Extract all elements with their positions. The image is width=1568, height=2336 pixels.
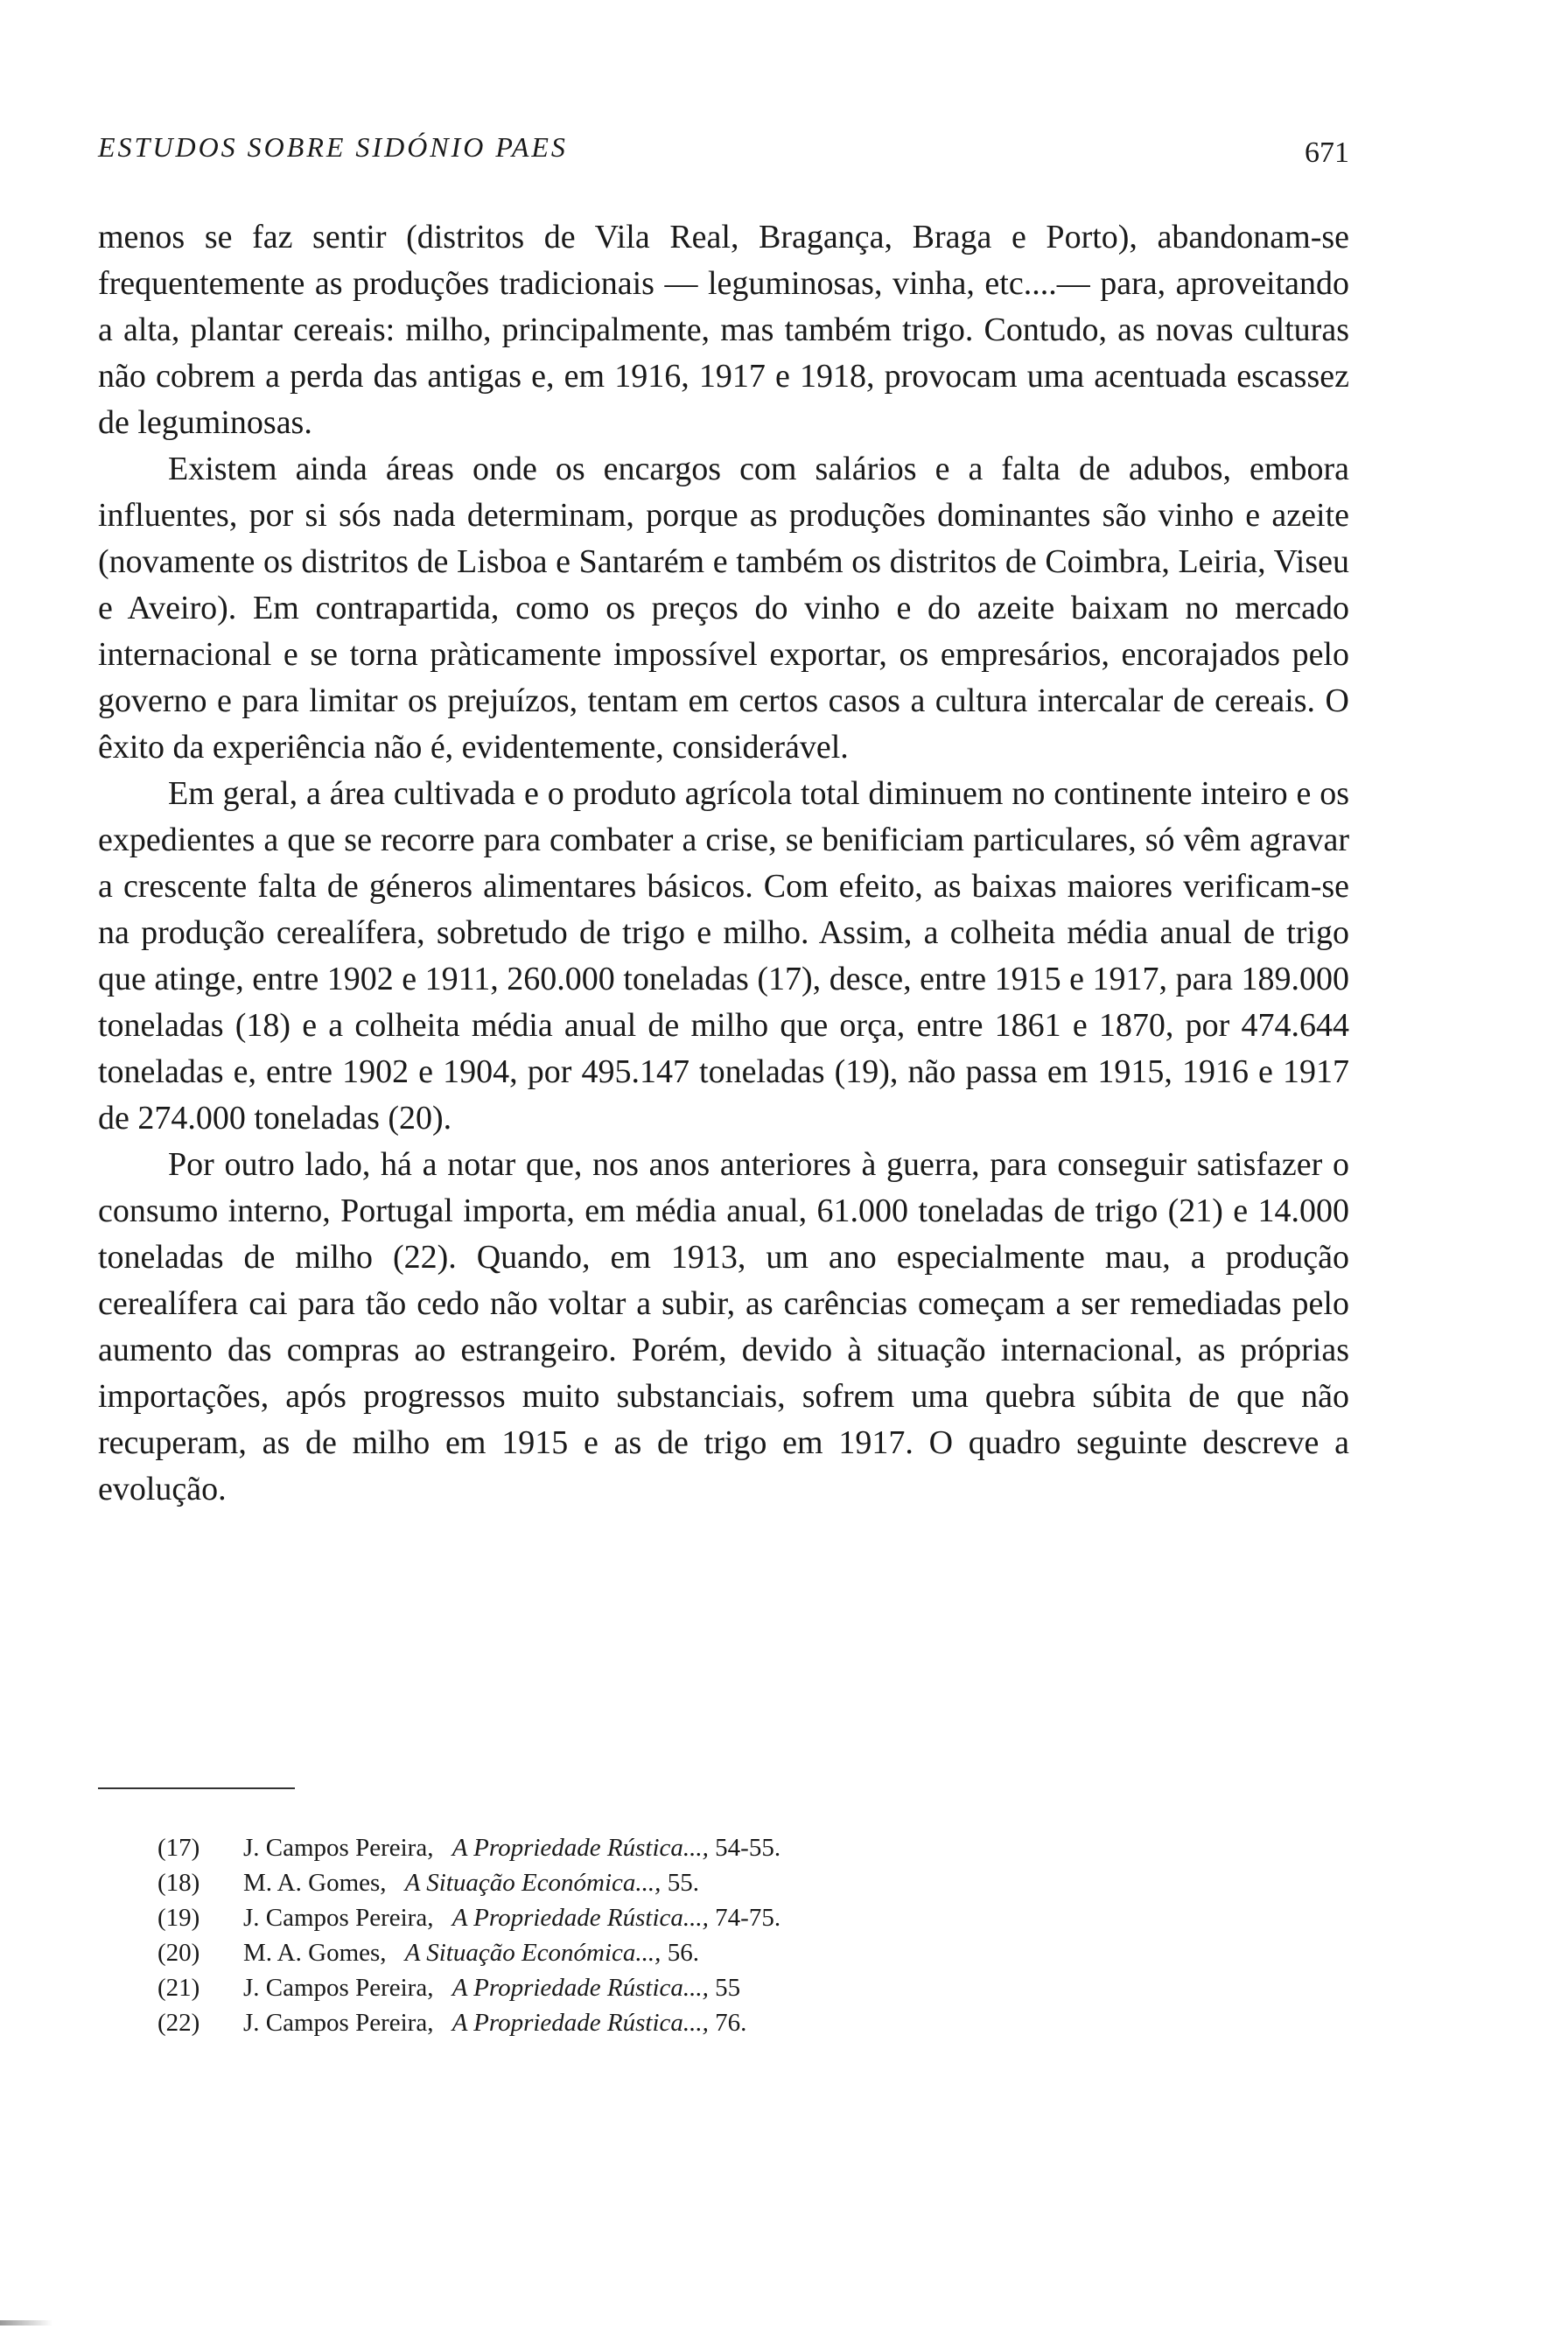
paragraph: Existem ainda áreas onde os encargos com salários e a falta de adubos, embora influentes, por si sós nada determinam, porque as produções dominantes são vinho e azeite (novamente os distritos de Lisboa e Santarém e também os distritos de Coimbra, Leiria, Viseu e Aveiro). Em contrapartida, como os preços do vinho e do azeite baixam no mercado internacional e se torna pràticamente impossível exportar, os empresários, encorajados pelo governo e para limitar os prejuízos, tentam em certos casos a cultura intercalar de cereais. O êxito da experiência não é, evidentemente, considerável. (98, 451, 1349, 766)
footnote-author: M. A. Gomes, (243, 1939, 387, 1967)
footnote (158, 1900, 1120, 1935)
footnote-title: A Situação Económica..., (404, 1939, 662, 1967)
footnote (158, 1970, 1120, 2005)
footnote-number: (22) (158, 2009, 200, 2037)
paragraph: menos se faz sentir (distritos de Vila Real, Bragança, Braga e Porto), abandonam-se frequentemente as produções tradicionais — leguminosas, vinha, etc....— para, aproveitando a alta, plantar cereais: milho, principalmente, mas também trigo. Contudo, as novas culturas não cobrem a perda das antigas e, em 1916, 1917 e 1918, provocam uma acentuada escassez de leguminosas. (98, 219, 1349, 441)
footnote-title: A Propriedade Rústica..., (452, 1904, 709, 1932)
footnote-separator (98, 1787, 295, 1789)
paragraph: Em geral, a área cultivada e o produto agrícola total diminuem no continente inteiro e os expedientes a que se recorre para combater a crise, se benificiam particulares, só vêm agravar a crescente falta de géneros alimentares básicos. Com efeito, as baixas maiores verificam-se na produção cerealífera, sobretudo de trigo e milho. Assim, a colheita média anual de trigo que atinge, entre 1902 e 1911, 260.000 toneladas (17), desce, entre 1915 e 1917, para 189.000 toneladas (18) e a colheita média anual de milho que orça, entre 1861 e 1870, por 474.644 toneladas e, entre 1902 e 1904, por 495.147 toneladas (19), não passa em 1915, 1916 e 1917 de 274.000 toneladas (20). (98, 775, 1349, 1137)
footnote-title: A Propriedade Rústica..., (452, 1974, 709, 2002)
footnote-author: J. Campos Pereira, (243, 1834, 434, 1862)
footnote-number: (17) (158, 1834, 200, 1862)
footnote (158, 1865, 1120, 1900)
footnote-pages: 55 (715, 1974, 741, 2002)
footnote-pages: 76. (715, 2009, 747, 2037)
paragraph: Por outro lado, há a notar que, nos anos anteriores à guerra, para conseguir satisfazer o consumo interno, Portugal importa, em média anual, 61.000 toneladas de trigo (21) e 14.000 toneladas de milho (22). Quando, em 1913, um ano especialmente mau, a produção cerealífera cai para tão cedo não voltar a subir, as carências começam a ser remediadas pelo aumento das compras ao estrangeiro. Porém, devido à situação internacional, as próprias importações, após progressos muito substanciais, sofrem uma quebra súbita de que não recuperam, as de milho em 1915 e as de trigo em 1917. O quadro seguinte descreve a evolução. (98, 1146, 1349, 1507)
footnote-pages: 74-75. (715, 1904, 781, 1932)
scan-edge-mark (0, 2320, 52, 2326)
footnote-author: J. Campos Pereira, (243, 1974, 434, 2002)
footnote (158, 2005, 1120, 2040)
body-text (98, 214, 1349, 1513)
footnote (158, 1830, 1120, 1865)
footnote-pages: 56. (667, 1939, 699, 1967)
footnote-title: A Propriedade Rústica..., (452, 2009, 709, 2037)
footnote-list (158, 1830, 1120, 2040)
footnote-pages: 54-55. (715, 1834, 781, 1862)
footnote-number: (18) (158, 1869, 200, 1897)
running-title: ESTUDOS SOBRE SIDÓNIO PAES (98, 131, 568, 163)
footnote-number: (20) (158, 1939, 200, 1967)
footnote-author: J. Campos Pereira, (243, 1904, 434, 1932)
footnote-title: A Situação Económica..., (404, 1869, 662, 1897)
footnote-number: (19) (158, 1904, 200, 1932)
footnote-number: (21) (158, 1974, 200, 2002)
page-number: 671 (1305, 136, 1349, 169)
footnote-pages: 55. (667, 1869, 699, 1897)
footnote-author: J. Campos Pereira, (243, 2009, 434, 2037)
running-head (98, 131, 1349, 175)
footnote-author: M. A. Gomes, (243, 1869, 387, 1897)
footnote (158, 1935, 1120, 1970)
footnote-title: A Propriedade Rústica..., (452, 1834, 709, 1862)
